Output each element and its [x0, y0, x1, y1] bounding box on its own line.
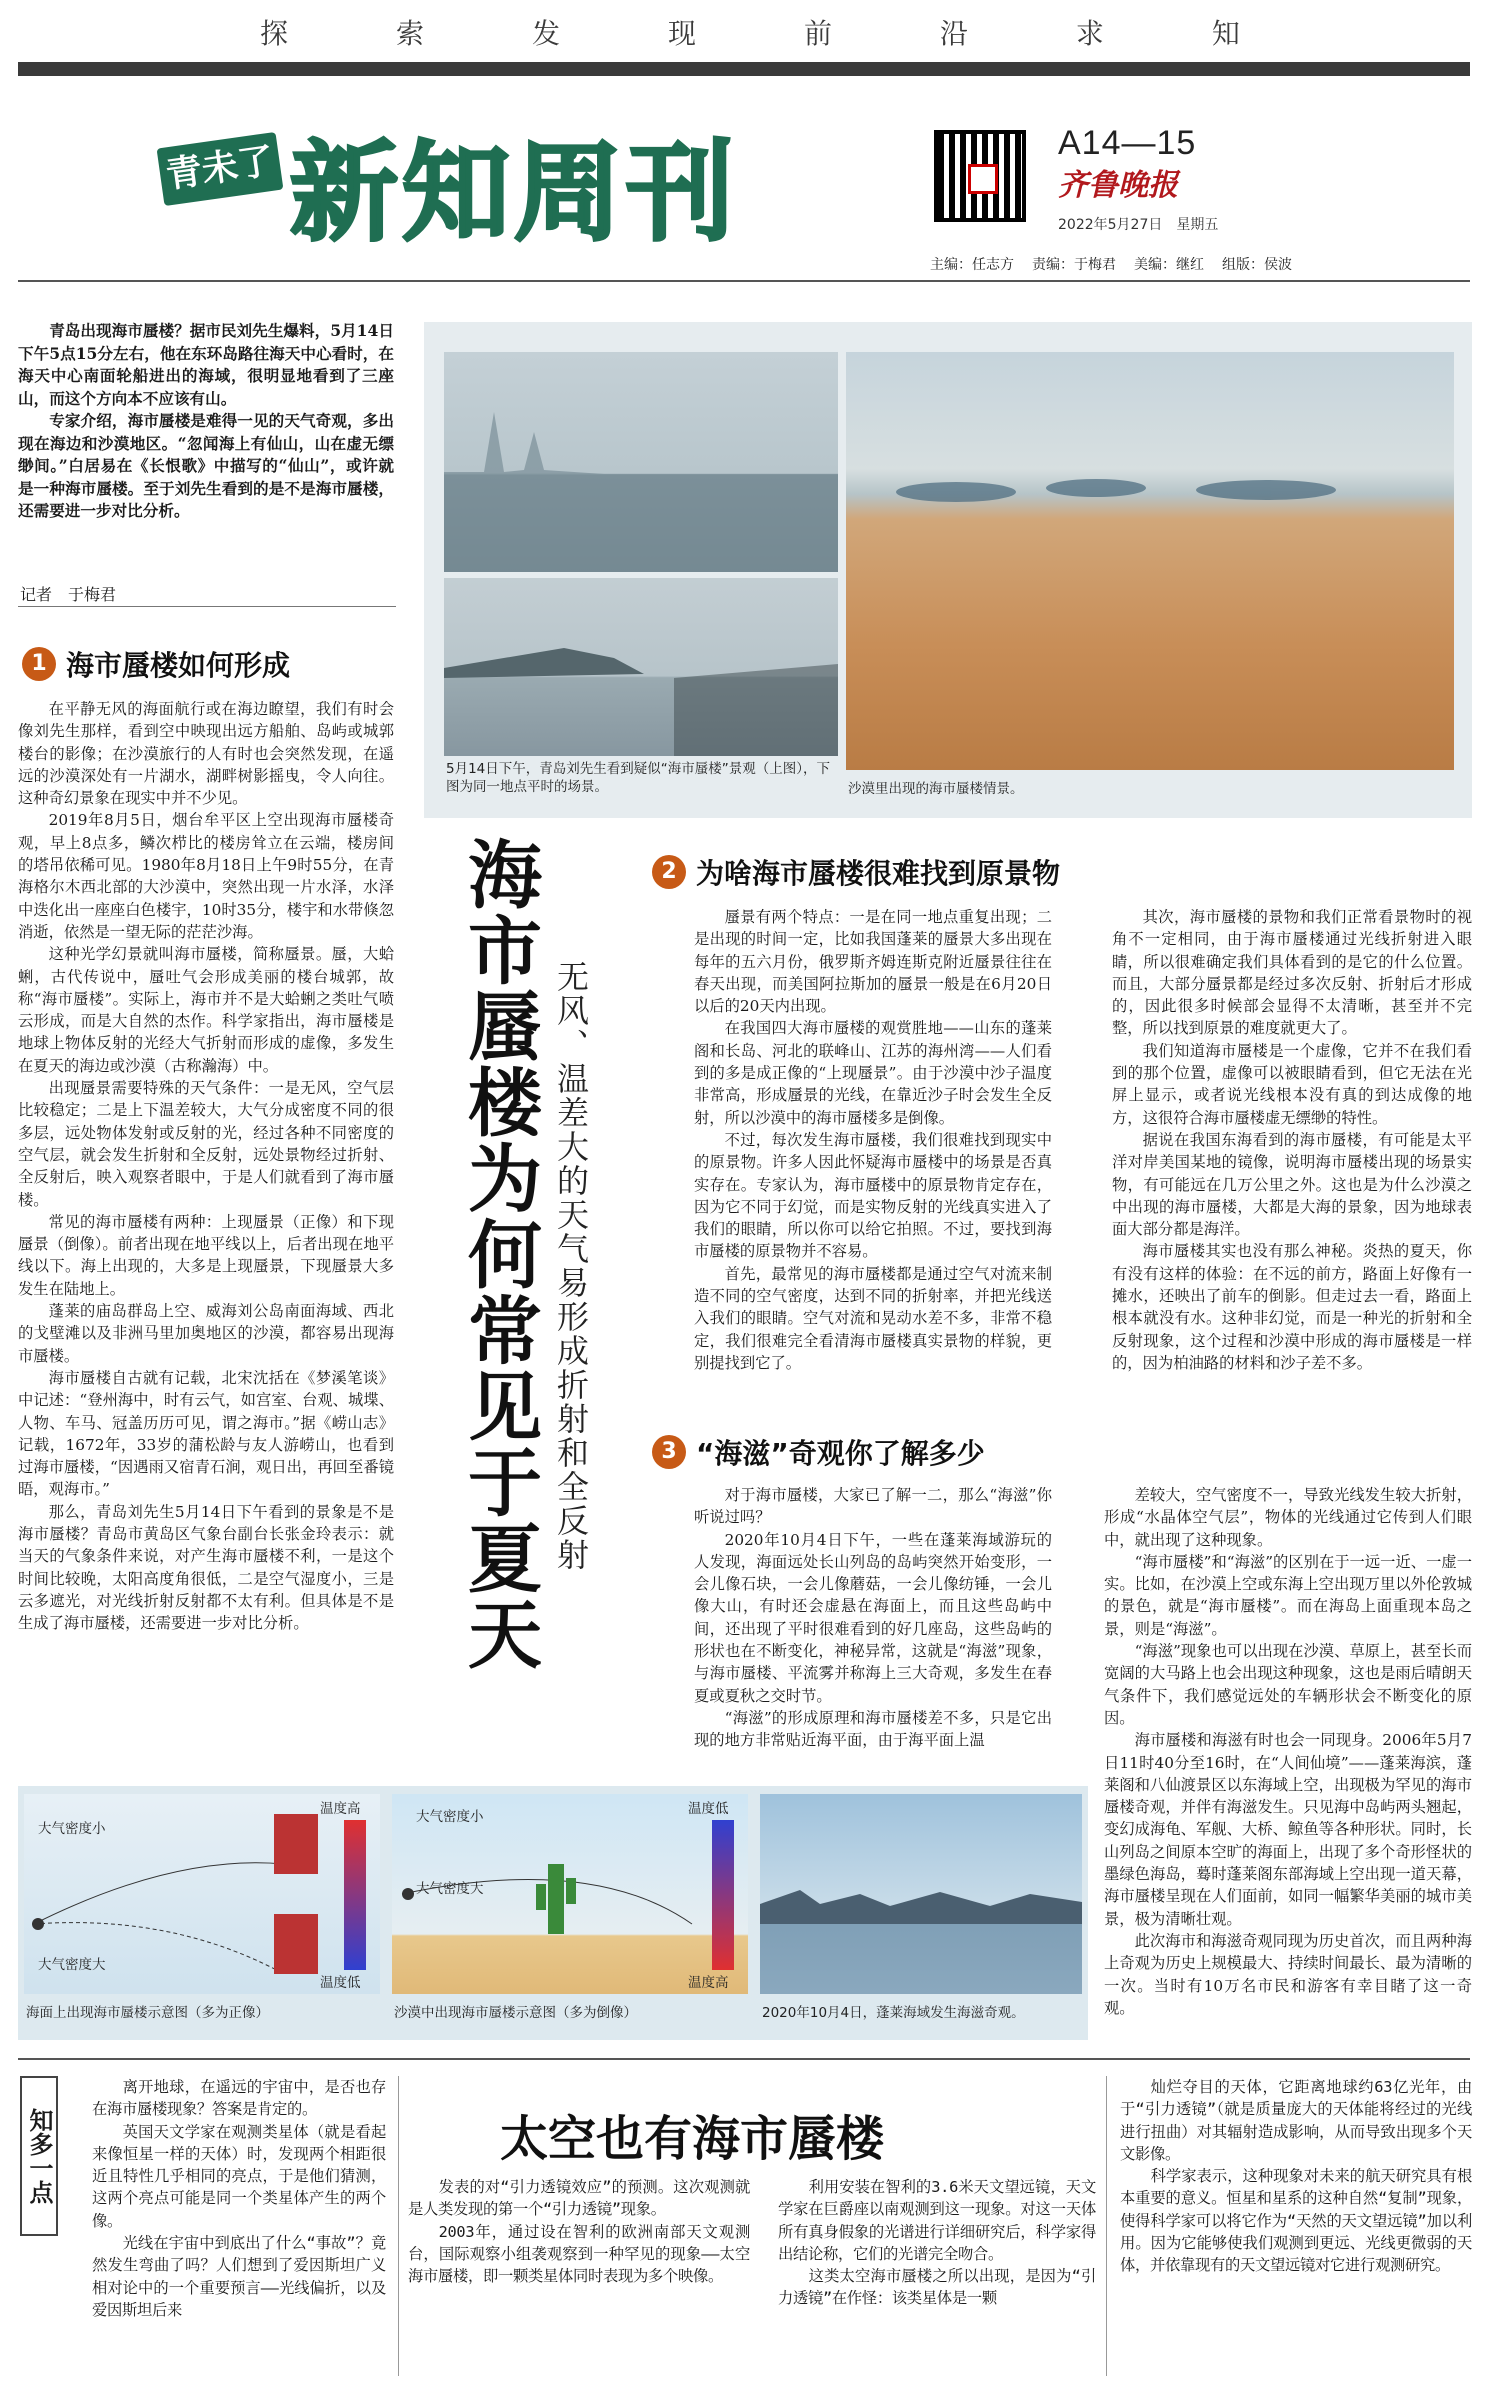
body-paragraph: 出现蜃景需要特殊的天气条件：一是无风，空气层比较稳定；二是上下温差较大，大气分成密度不同的很多层，远处物体发射或反射的光，经过各种不同密度的空气层，就会发生折射和全反射，远处景物经过折射、全反射后，映入观察者眼中，于是人们就看到了海市蜃楼。 — [18, 1079, 394, 1209]
credit-item: 美编：继红 — [1134, 257, 1204, 273]
section2-body-right — [1112, 906, 1472, 1374]
slogan-char: 知 — [1211, 17, 1240, 50]
body-paragraph: “海滋”现象也可以出现在沙漠、草原上，甚至长而宽阔的大马路上也会出现这种现象，这也是雨后晴朗天气条件下，我们感觉远处的车辆形状会不断变化的原因。 — [1104, 1642, 1472, 1727]
body-paragraph: 2020年10月4日下午，一些在蓬莱海域游玩的人发现，海面远处长山列岛的岛屿突然开始变形，一会儿像石块，一会儿像蘑菇，一会儿像纺锤，一会儿像大山，有时还会虚悬在海面上，而且这些岛屿中间，还出现了平时很难看到的好几座岛，这些岛屿的形状也在不断变化，神秘异常，这就是“海滋”现象，与海市蜃楼、平流雾并称海上三大奇观，多发生在春夏或夏秋之交时节。 — [694, 1530, 1052, 1705]
body-paragraph: 蜃景有两个特点：一是在同一地点重复出现；二是出现的时间一定，比如我国蓬莱的蜃景大多出现在每年的五六月份，俄罗斯齐姆连斯克附近蜃景往往在春天出现，而美国阿拉斯加的蜃景一般是在6月20日以后的20天内出现。 — [694, 908, 1052, 1016]
main-headline: 海市蜃楼为何常见于夏天 — [456, 836, 542, 1672]
desert-mirage-diagram — [392, 1794, 748, 1994]
body-paragraph: 首先，最常见的海市蜃楼都是通过空气对流来制造不同的空气密度，达到不同的折射率，并把光线送入我们的眼睛。空气对流和晃动水差不多，非常不稳定，我们很难完全看清海市蜃楼真实景物的样貌，更别提找到它了。 — [694, 1264, 1052, 1372]
diagram-label: 温度低 — [688, 1801, 729, 1817]
slogan-char: 索 — [395, 17, 424, 50]
body-paragraph: 2003年，通过设在智利的欧洲南部天文观测台，国际观察小组袭观察到一种罕见的现象——太空海市蜃楼，即一颗类星体同时表现为多个映像。 — [408, 2222, 750, 2286]
section2-body-left — [694, 906, 1052, 1374]
diagram-label: 大气密度小 — [416, 1809, 484, 1825]
body-paragraph: 蓬莱的庙岛群岛上空、威海刘公岛南面海域、西北的戈壁滩以及非洲马里加奥地区的沙漠，都容易出现海市蜃楼。 — [18, 1302, 394, 1365]
section3-body-left — [694, 1484, 1052, 1752]
temperature-gradient-bar — [712, 1820, 734, 1970]
photo-caption: 沙漠里出现的海市蜃楼情景。 — [848, 781, 1024, 797]
page-title: 新知周刊 — [290, 131, 739, 256]
intro-lead — [18, 320, 394, 523]
sub-headline: 无风、温差大的天气易形成折射和全反射 — [552, 960, 590, 1572]
slogan-char: 前 — [803, 17, 832, 50]
section-title: 海市蜃楼如何形成 — [66, 649, 291, 682]
reporter-byline: 记者 于梅君 — [20, 585, 117, 604]
knowledge-badge: 知多一点 — [20, 2076, 58, 2236]
diagram-label: 大气密度小 — [38, 1821, 106, 1837]
section-heading-1 — [22, 644, 290, 684]
body-paragraph: 灿烂夺目的天体，它距离地球约63亿光年，由于“引力透镜”（就是质量庞大的天体能将经过的光线进行扭曲）对其辐射造成影响，从而导致出现多个天文影像。 — [1120, 2078, 1472, 2163]
diagram-label: 大气密度大 — [416, 1881, 484, 1897]
bottom-col-4 — [1120, 2076, 1472, 2277]
byline-rule — [18, 606, 396, 607]
banner-slogan — [260, 12, 1240, 50]
credit-item: 组版：侯波 — [1222, 257, 1292, 273]
body-paragraph: 在平静无风的海面航行或在海边瞭望，我们有时会像刘先生那样，看到空中映现出远方船舶、岛屿或城郭楼台的影像；在沙漠旅行的人有时也会突然发现，在遥远的沙漠深处有一片湖水，湖畔树影摇曳，令人向往。这种奇幻景象在现实中并不少见。 — [18, 700, 394, 808]
body-paragraph: 常见的海市蜃楼有两种：上现蜃景（正像）和下现蜃景（倒像）。前者出现在地平线以上，后者出现在地平线以下。海上出现的，大多是上现蜃景，下现蜃景大多发生在陆地上。 — [18, 1212, 394, 1298]
section-number-badge: 1 — [22, 647, 56, 681]
diagram-caption: 海面上出现海市蜃楼示意图（多为正像） — [26, 2005, 269, 2021]
slogan-char: 沿 — [939, 17, 968, 50]
body-paragraph: 离开地球，在遥远的宇宙中，是否也存在海市蜃楼现象？答案是肯定的。 — [92, 2078, 386, 2119]
body-paragraph: 光线在宇宙中到底出了什么“事故”？竟然发生弯曲了吗？人们想到了爱因斯坦广义相对论中的一个重要预言——光线偏折，以及爱因斯坦后来 — [92, 2234, 386, 2319]
section-number-badge: 2 — [652, 855, 686, 889]
bottom-rule — [18, 2058, 1470, 2060]
photo-qingdao-normal — [444, 578, 838, 756]
bottom-col-3 — [778, 2176, 1096, 2310]
body-paragraph: 据说在我国东海看到的海市蜃楼，有可能是太平洋对岸美国某地的镜像，说明海市蜃楼出现的场景实物，有可能远在几万公里之外。这也是为什么沙漠之中出现的海市蜃楼，大都是大海的景象，因为地球表面大部分都是海洋。 — [1112, 1130, 1472, 1239]
section3-body-right — [1104, 1484, 1472, 2019]
islands-silhouette-icon — [760, 1794, 1082, 1994]
photo-desert-mirage — [846, 352, 1454, 770]
photo-qingdao-mirage — [444, 352, 838, 572]
body-paragraph: 不过，每次发生海市蜃楼，我们很难找到现实中的原景物。许多人因此怀疑海市蜃楼中的场景是否真实存在。专家认为，海市蜃楼中的原景物肯定存在，因为它不同于幻觉，而是实物反射的光线真实进入了我们的眼睛，所以你可以给它拍照。不过，要找到海市蜃楼的原景物并不容易。 — [694, 1130, 1052, 1261]
body-paragraph: 利用安装在智利的3.6米天文望远镜，天文学家在巨爵座以南观测到这一现象。对这一天体所有真身假象的光谱进行详细研究后，科学家得出结论称，它们的光谱完全吻合。 — [778, 2178, 1096, 2263]
section-title: 为啥海市蜃楼很难找到原景物 — [696, 857, 1061, 890]
column-divider — [398, 2076, 399, 2376]
diagram-caption: 沙漠中出现海市蜃楼示意图（多为倒像） — [394, 2005, 637, 2021]
sea-mirage-diagram — [24, 1794, 380, 1994]
body-paragraph: 科学家表示，这种现象对未来的航天研究具有根本重要的意义。恒星和星系的这种自然“复制”现象，使得科学家可以将它作为“天然的天文望远镜”加以利用。因为它能够使我们观测到更远、光线更微弱的天体，并依靠现有的天文望远镜对它进行观测研究。 — [1120, 2167, 1472, 2275]
intro-paragraph: 专家介绍，海市蜃楼是难得一见的天气奇观，多出现在海边和沙漠地区。“忽闻海上有仙山，山在虚无缥缈间。”白居易在《长恨歌》中描写的“仙山”，或许就是一种海市蜃楼。至于刘先生看到的是不是海市蜃楼，还需要进一步对比分析。 — [18, 411, 394, 520]
photo-caption: 2020年10月4日，蓬莱海域发生海滋奇观。 — [762, 2005, 1025, 2021]
column-divider — [1106, 2076, 1107, 2376]
slogan-char: 发 — [531, 17, 560, 50]
section1-body — [18, 698, 394, 1634]
section-logo: 青未了 — [157, 132, 284, 206]
body-paragraph: 海市蜃楼自古就有记载，北宋沈括在《梦溪笔谈》中记述：“登州海中，时有云气，如宫室、台观、城堞、人物、车马、冠盖历历可见，谓之海市。”据《崂山志》记载，1672年，33岁的蒲松龄与友人游崂山，也看到过海市蜃楼，“因遇雨又宿青石涧，观日出，再回至番镜晤，观海市。” — [18, 1368, 394, 1499]
photo-caption: 5月14日下午，青岛刘先生看到疑似“海市蜃楼”景观（上图），下图为同一地点平时的场景。 — [446, 761, 831, 795]
body-paragraph: 差较大，空气密度不一，导致光线发生较大折射，形成“水晶体空气层”，物体的光线通过它传到人们眼中，就出现了这种现象。 — [1104, 1486, 1472, 1549]
diagram-label: 温度高 — [320, 1801, 361, 1817]
coast-silhouette-icon — [444, 578, 838, 756]
intro-paragraph: 青岛出现海市蜃楼？据市民刘先生爆料，5月14日下午5点15分左右，他在东环岛路往海天中心看时，在海天中心南面轮船进出的海域，很明显地看到了三座山，而这个方向本不应该有山。 — [18, 321, 394, 408]
desert-mirage-icon — [846, 352, 1454, 770]
editor-credits — [930, 254, 1292, 274]
section-number-badge: 3 — [652, 1435, 686, 1469]
section-title: “海滋”奇观你了解多少 — [696, 1437, 985, 1470]
newspaper-name: 齐鲁晚报 — [1058, 168, 1178, 203]
masthead-rule — [18, 280, 1470, 282]
credit-item: 责编：于梅君 — [1032, 257, 1116, 273]
bottom-col-1 — [92, 2076, 386, 2321]
diagram-label: 大气密度大 — [38, 1957, 106, 1973]
body-paragraph: 海市蜃楼其实也没有那么神秘。炎热的夏天，你有没有这样的体验：在不远的前方，路面上好像有一摊水，还映出了前车的倒影。但走过去一看，路面上根本就没有水。这种非幻觉，而是一种光的折射和全反射现象，这个过程和沙漠中形成的海市蜃楼是一样的，因为柏油路的材料和沙子差不多。 — [1112, 1242, 1472, 1372]
slogan-char: 求 — [1075, 17, 1104, 50]
body-paragraph: 在我国四大海市蜃楼的观赏胜地——山东的蓬莱阁和长岛、河北的联峰山、江苏的海州湾——人们看到的多是成正像的“上现蜃景”。由于沙漠中沙子温度非常高，形成蜃景的光线，在靠近沙子时会发生全反射，所以沙漠中的海市蜃楼多是倒像。 — [694, 1019, 1052, 1127]
body-paragraph: “海市蜃楼”和“海滋”的区别在于一远一近、一虚一实。比如，在沙漠上空或东海上空出现万里以外伦敦城的景色，就是“海市蜃楼”。而在海岛上面重现本岛之景，则是“海滋”。 — [1104, 1552, 1472, 1638]
body-paragraph: 这种光学幻景就叫海市蜃楼，简称蜃景。蜃，大蛤蜊，古代传说中，蜃吐气会形成美丽的楼台城郭，故称“海市蜃楼”。实际上，海市并不是大蛤蜊之类吐气喷云形成，而是大自然的杰作。科学家指出，海市蜃楼是地球上物体反射的光经大气折射而形成的虚像，多发生在夏天的海边或沙漠（古称瀚海）中。 — [18, 945, 394, 1075]
body-paragraph: 对于海市蜃楼，大家已了解一二，那么“海滋”你听说过吗？ — [694, 1486, 1052, 1527]
slogan-char: 探 — [260, 17, 289, 50]
top-banner — [0, 0, 1488, 62]
section-heading-3 — [652, 1432, 985, 1472]
temperature-gradient-bar — [344, 1820, 366, 1970]
body-paragraph: 发表的对“引力透镜效应”的预测。这次观测就是人类发现的第一个“引力透镜”现象。 — [408, 2178, 750, 2219]
diagram-label: 温度高 — [688, 1975, 729, 1991]
body-paragraph: 海市蜃楼和海滋有时也会一同现身。2006年5月7日11时40分至16时，在“人间仙境”——蓬莱海滨，蓬莱阁和八仙渡景区以东海域上空，出现极为罕见的海市蜃楼奇观，并伴有海滋发生。只见海中岛屿两头翘起，变幻成海龟、军舰、大桥、鲸鱼等各种形状。同时，长山列岛之间原本空旷的海面上，出现了多个奇形怪状的墨绿色海岛，蓦时蓬莱阁东部海域上空出现一道天幕，海市蜃楼呈现在人们面前，如同一幅繁华美丽的城市美景，极为清晰壮观。 — [1104, 1731, 1472, 1928]
diagram-label: 温度低 — [320, 1975, 361, 1991]
body-paragraph: 那么，青岛刘先生5月14日下午看到的景象是不是海市蜃楼？青岛市黄岛区气象台副台长张金玲表示：就当天的气象条件来说，对产生海市蜃楼不利，一是这个时间比较晚，太阳高度角很低，二是空气湿度小，三是云多遮光，对光线折射反射都不太有利。但具体是不是生成了海市蜃楼，还需要进一步对比分析。 — [18, 1502, 394, 1633]
bottom-title: 太空也有海市蜃楼 — [500, 2111, 885, 2167]
header-rule — [18, 62, 1470, 76]
body-paragraph: 其次，海市蜃楼的景物和我们正常看景物时的视角不一定相同，由于海市蜃楼通过光线折射进入眼睛，所以很难确定我们具体看到的是它的什么位置。而且，大部分蜃景都是经过多次反射、折射后才形成的，因此很多时候部会显得不太清晰，甚至并不完整，所以找到原景的难度就更大了。 — [1112, 908, 1472, 1038]
bottom-col-2 — [408, 2176, 750, 2287]
body-paragraph: 我们知道海市蜃楼是一个虚像，它并不在我们看到的那个位置，虚像可以被眼睛看到，但它无法在光屏上显示，或者说光线根本没有真的到达成像的地方，这很符合海市蜃楼虚无缥缈的特性。 — [1112, 1041, 1472, 1127]
island-silhouette-icon — [444, 352, 838, 572]
body-paragraph: 2019年8月5日，烟台牟平区上空出现海市蜃楼奇观，早上8点多，鳞次栉比的楼房耸立在云端，楼房间的塔吊依稀可见。1980年8月18日上午9时55分，在青海格尔木西北部的大沙漠中，突然出现一片水泽，水泽中迭化出一座座白色楼宇，10时35分，楼宇和水带倏忽消逝，依然是一望无际的茫茫沙海。 — [18, 811, 394, 941]
issue-date: 2022年5月27日 星期五 — [1058, 217, 1219, 233]
body-paragraph: 此次海市和海滋奇观同现为历史首次，而且两种海上奇观为历史上规模最大、持续时间最长、最为清晰的一次。当时有10万名市民和游客有幸目睹了这一奇观。 — [1104, 1931, 1472, 2017]
qr-code-icon[interactable] — [934, 130, 1026, 222]
slogan-char: 现 — [667, 17, 696, 50]
body-paragraph: 这类太空海市蜃楼之所以出现，是因为“引力透镜”在作怪：该类星体是一颗 — [778, 2267, 1096, 2308]
page-number: A14—15 — [1058, 124, 1197, 162]
credit-item: 主编：任志方 — [930, 257, 1014, 273]
body-paragraph: “海滋”的形成原理和海市蜃楼差不多，只是它出现的地方非常贴近海平面，由于海平面上温 — [694, 1708, 1052, 1750]
section-heading-2 — [652, 852, 1060, 892]
body-paragraph: 英国天文学家在观测类星体（就是看起来像恒星一样的天体）时，发现两个相距很近且特性几乎相同的亮点，于是他们猜测，这两个亮点可能是同一个类星体产生的两个像。 — [92, 2122, 386, 2230]
photo-haizi-islands — [760, 1794, 1082, 1994]
